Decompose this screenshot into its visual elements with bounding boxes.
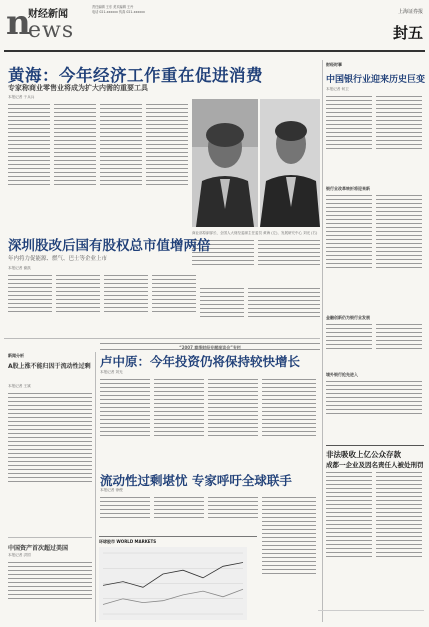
sidebar-box-text (8, 560, 92, 622)
right-text-col-2 (376, 94, 422, 184)
story3-text-col-4 (262, 377, 316, 469)
right-story-col-2 (376, 470, 422, 610)
story2-text-col-1 (8, 273, 52, 335)
lead-text-col-1 (8, 102, 50, 230)
story3-text-col-3 (208, 377, 258, 469)
story4-text-col-2 (154, 495, 204, 535)
right-subhead-2: 金融创新仍为银行业发展 (326, 315, 370, 320)
right-story-col-1 (326, 470, 372, 610)
lead-byline: 本报记者 于兵兵 (8, 95, 35, 99)
logo-letter: n (6, 3, 31, 43)
section-divider (4, 338, 320, 339)
story3-text-col-2 (154, 377, 204, 469)
right-subhead-1: 银行业改革转折将迎来新 (326, 186, 370, 191)
story2-text-col-4 (152, 273, 196, 335)
story2-text-col-2 (56, 273, 100, 335)
story3-text-col-1 (100, 377, 150, 469)
right-headline: 中国银行业迎来历史巨变 (326, 75, 426, 85)
special-column-banner: “2007 春季财经专题座谈会”专栏 (100, 343, 320, 350)
right-text-col-7 (326, 379, 422, 439)
right-text-col-6 (376, 322, 422, 370)
right-subhead-3: 境外银行抢先进入 (326, 372, 358, 377)
right-story-subhead: 成都一企业及因名责任人被处刑罚 (326, 461, 424, 469)
footer-rule (318, 610, 424, 611)
market-title: 环球股市 WORLD MARKETS (99, 539, 157, 544)
story4-text-col-3 (208, 495, 258, 535)
right-story-headline: 非法吸收上亿公众存款 (326, 450, 401, 459)
lead-headline: 黄海：今年经济工作重在促进消费 (8, 66, 263, 85)
sidebar-box-byline: 本报记者 洪国 (8, 553, 31, 557)
column-divider (95, 352, 96, 622)
sidebar-box-title: 中国资产首次超过美国 (8, 545, 69, 552)
right-text-col-1 (326, 94, 372, 184)
market-box (99, 536, 257, 622)
lead-text-col-3 (100, 102, 142, 230)
portrait-photo-left (192, 99, 258, 227)
right-byline: 本报记者 何卫 (326, 87, 349, 91)
lead-text-col-6 (258, 238, 320, 282)
story2-text-col-6 (248, 286, 320, 335)
story4-text-col-4 (262, 495, 316, 621)
sidebar-title: A股上涨不能归因于流动性过剩 (8, 363, 91, 370)
sidebar-byline: 本报记者 王斌 (8, 384, 31, 388)
market-chart (99, 547, 247, 620)
right-column-label: 财经时事 (326, 62, 342, 67)
story3-headline: 卢中原：今年投资仍将保持较快增长 (100, 354, 301, 369)
story4-byline: 本报记者 徐俊 (100, 488, 123, 492)
section-label: 封五 (392, 24, 423, 42)
sidebar-text (8, 391, 92, 534)
story2-text-col-5 (200, 286, 244, 335)
right-column-divider (322, 60, 323, 622)
lead-text-col-2 (54, 102, 96, 230)
lead-subhead: 专家称商业零售业将成为扩大内需的重要工具 (8, 84, 148, 92)
story2-subhead: 年内将力促能源、燃气、巴士等企业上市 (8, 256, 108, 262)
meta-line: 电话 021-xxxxxx 传真 021-xxxxxx (92, 9, 145, 14)
story2-headline: 深圳股改后国有股权总市值增两倍 (8, 238, 211, 254)
lead-text-col-4 (146, 102, 188, 230)
meta-line: 责任编辑 王东 美术编辑 王丹 (92, 5, 134, 9)
masthead-meta (92, 5, 252, 14)
logo-chinese: 财经新闻 (28, 9, 68, 20)
story3-byline: 本报记者 刘光 (100, 370, 123, 374)
story2-byline: 本报记者 谢凯 (8, 266, 31, 270)
paper-name: 上海证券报 (397, 9, 423, 15)
logo-wordmark: ews (28, 18, 75, 43)
right-text-col-4 (376, 193, 422, 313)
masthead-rule (4, 50, 425, 52)
portrait-photo-right (260, 99, 320, 227)
story2-text-col-3 (104, 273, 148, 335)
right-text-col-3 (326, 193, 372, 313)
story4-text-col-1 (100, 495, 150, 535)
sidebar-divider (8, 537, 92, 538)
photo-caption: 商业部原副部长、全国人大财经委副主任委员 黄海 (左)，发展研究中心 刘光 (右) (192, 231, 318, 235)
masthead (4, 2, 425, 48)
sidebar-column-label: 新闻分析 (8, 353, 24, 358)
right-text-col-5 (326, 322, 372, 370)
right-divider (326, 445, 424, 446)
story4-headline: 流动性过剩堪忧 专家呼吁全球联手 (100, 473, 292, 488)
